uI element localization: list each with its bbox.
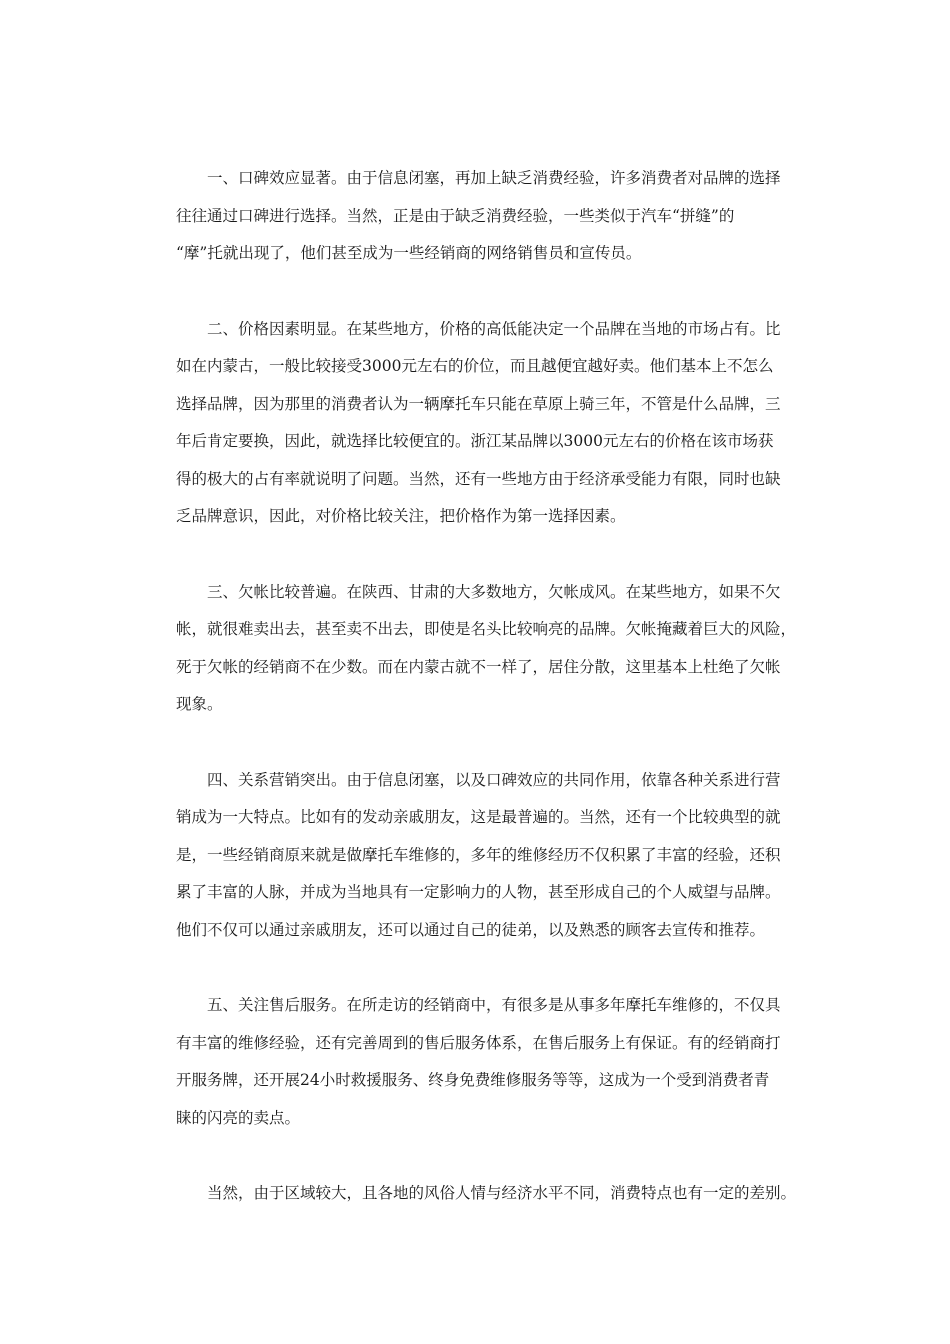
- text-line: 死于欠帐的经销商不在少数。而在内蒙古就不一样了，居住分散，这里基本上杜绝了欠帐: [176, 657, 781, 676]
- text-line: 得的极大的占有率就说明了问题。当然，还有一些地方由于经济承受能力有限，同时也缺: [176, 469, 781, 488]
- paragraph-price-factor: [145, 311, 810, 536]
- text-line: 一、口碑效应显著。由于信息闭塞，再加上缺乏消费经验，许多消费者对品牌的选择: [207, 169, 781, 187]
- text-line: 选择品牌，因为那里的消费者认为一辆摩托车只能在草原上骑三年，不管是什么品牌，三: [176, 394, 781, 413]
- text-line: 四、关系营销突出。由于信息闭塞，以及口碑效应的共同作用，依靠各种关系进行营: [207, 770, 781, 789]
- text-line: 是，一些经销商原来就是做摩托车维修的，多年的维修经历不仅积累了丰富的经验，还积: [176, 845, 781, 864]
- text-line: 三、欠帐比较普遍。在陕西、甘肃的大多数地方，欠帐成风。在某些地方，如果不欠: [207, 582, 781, 601]
- text-line: 五、关注售后服务。在所走访的经销商中，有很多是从事多年摩托车维修的，不仅具: [207, 996, 781, 1014]
- text-line: 帐，就很难卖出去，甚至卖不出去，即使是名头比较响亮的品牌。欠帐掩藏着巨大的风险，: [176, 620, 797, 638]
- text-line: “摩”托就出现了，他们甚至成为一些经销商的网络销售员和宣传员。: [176, 244, 642, 262]
- text-line: 二、价格因素明显。在某些地方，价格的高低能决定一个品牌在当地的市场占有。比: [207, 319, 781, 338]
- paragraph-relationship-marketing: [145, 762, 810, 950]
- paragraph-conclusion: [145, 1175, 810, 1213]
- text-line: 销成为一大特点。比如有的发动亲戚朋友，这是最普遍的。当然，还有一个比较典型的就: [176, 808, 781, 826]
- paragraph-after-sales: [145, 987, 810, 1137]
- text-line: 乏品牌意识，因此，对价格比较关注，把价格作为第一选择因素。: [176, 507, 626, 525]
- text-line: 当然，由于区域较大，且各地的风俗人情与经济水平不同，消费特点也有一定的差别。: [207, 1184, 797, 1202]
- text-line: 年后肯定要换，因此，就选择比较便宜的。浙江某品牌以3000元左右的价格在该市场获: [176, 432, 774, 450]
- text-line: 现象。: [176, 695, 223, 713]
- text-line: 他们不仅可以通过亲戚朋友，还可以通过自己的徒弟，以及熟悉的顾客去宣传和推荐。: [176, 920, 766, 939]
- text-line: 如在内蒙古，一般比较接受3000元左右的价位，而且越便宜越好卖。他们基本上不怎么: [176, 357, 774, 375]
- document-body: [145, 160, 810, 1213]
- text-line: 有丰富的维修经验，还有完善周到的售后服务体系，在售后服务上有保证。有的经销商打: [176, 1033, 781, 1052]
- paragraph-credit-debt: [145, 574, 810, 724]
- paragraph-word-of-mouth: [145, 160, 810, 273]
- text-line: 睐的闪亮的卖点。: [176, 1108, 301, 1127]
- text-line: 开服务牌，还开展24小时救援服务、终身免费维修服务等等，这成为一个受到消费者青: [176, 1071, 770, 1089]
- text-line: 累了丰富的人脉，并成为当地具有一定影响力的人物，甚至形成自己的个人威望与品牌。: [176, 883, 781, 901]
- text-line: 往往通过口碑进行选择。当然，正是由于缺乏消费经验，一些类似于汽车“拼缝”的: [176, 206, 735, 225]
